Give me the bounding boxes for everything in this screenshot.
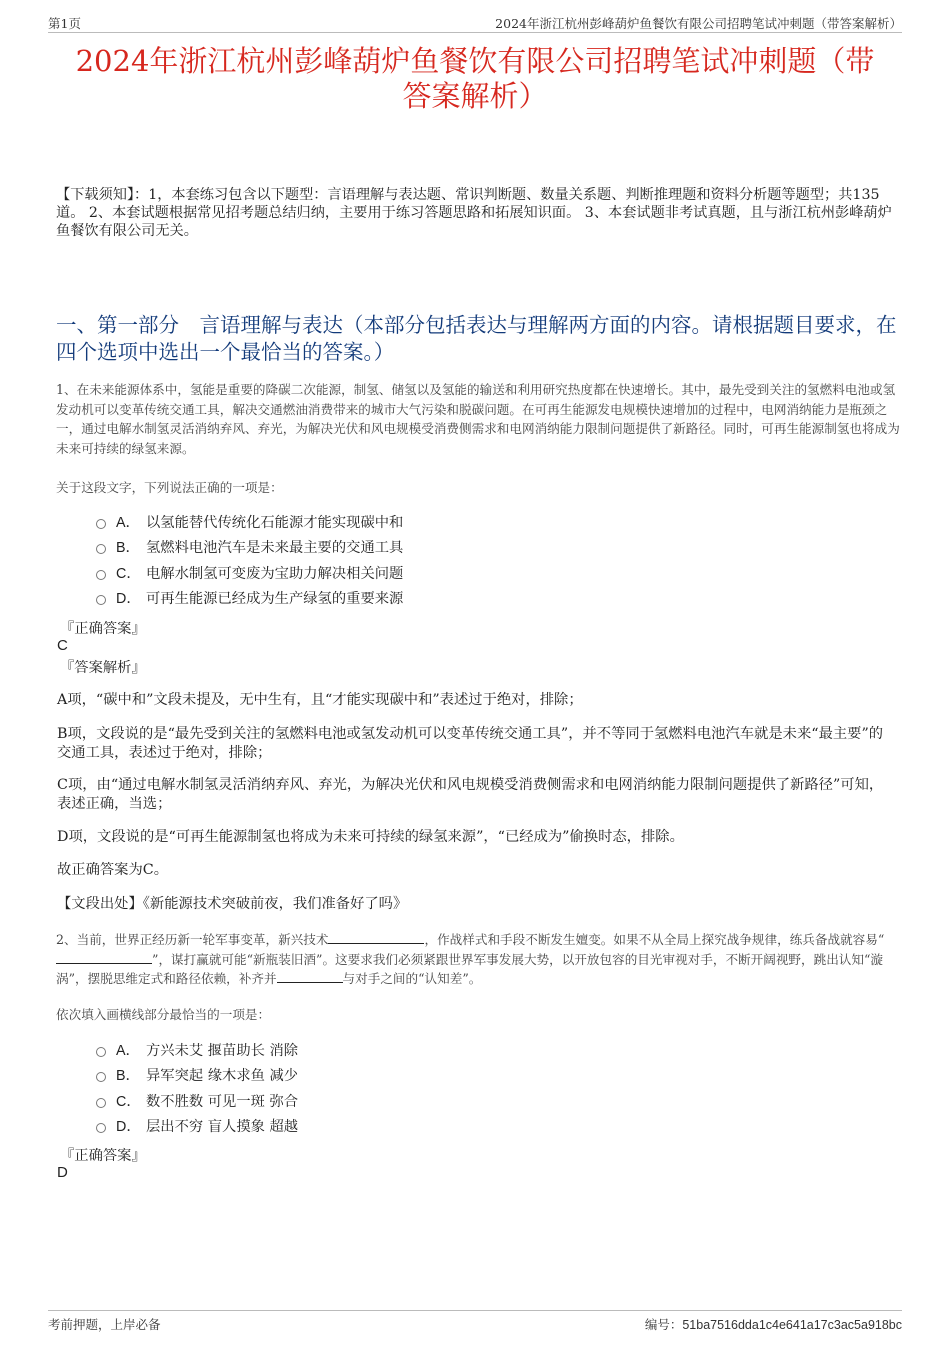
radio-icon[interactable] — [96, 519, 106, 529]
code-label: 编号： — [644, 1317, 683, 1332]
question-2-prompt: 依次填入画横线部分最恰当的一项是： — [56, 1007, 271, 1022]
title-line-2: 答案解析） — [402, 79, 548, 113]
option-letter: B． — [116, 1068, 140, 1085]
option-letter: A． — [116, 515, 140, 531]
correct-answer: C — [57, 637, 68, 654]
source-citation: 【文段出处】《新能源技术突破前夜，我们准备好了吗》 — [57, 896, 408, 912]
option-letter: C． — [116, 565, 141, 582]
option-letter: A． — [116, 1043, 140, 1059]
analysis-b: B项，文段说的是“最先受到关注的氢燃料电池或氢发动机可以变革传统交通工具”，并不等同于氢燃料电池汽车就是未来“最主要”的交通工具，表述过于绝对，排除； — [57, 726, 884, 761]
fill-blank-1 — [328, 930, 424, 944]
section-heading: 一、第一部分 言语理解与表达（本部分包括表达与理解两方面的内容。请根据题目要求，在四个选项中选出一个最恰当的答案。） — [56, 313, 897, 364]
option-letter: D． — [116, 1118, 141, 1135]
option-text: 以氢能替代传统化石能源才能实现碳中和 — [146, 515, 404, 531]
option-text: 电解水制氢可变废为宝助力解决相关问题 — [146, 565, 404, 582]
radio-icon[interactable] — [96, 544, 106, 554]
option-text: 数不胜数 可见一斑 弥合 — [146, 1093, 299, 1110]
download-notice: 【下载须知】：1，本套练习包含以下题型：言语理解与表达题、常识判断题、数量关系题、判断推理题和资料分析题等题型；共135道。 2、本套试题根据常见招考题总结归纳，主要用于练习答题思路和拓展知识面。 3、本套试题非考试真题，且与浙江杭州彭峰葫炉鱼餐饮有限公司无关。 — [56, 187, 892, 239]
question-2-text — [56, 930, 901, 989]
header-doc-title: 2024年浙江杭州彭峰葫炉鱼餐饮有限公司招聘笔试冲刺题（带答案解析） — [495, 16, 902, 31]
fill-blank-3 — [277, 969, 343, 983]
option-letter: B． — [116, 540, 140, 557]
code-value: 51ba7516dda1c4e641a17c3ac5a918bc — [682, 1318, 902, 1332]
footer-slogan: 考前押题，上岸必备 — [48, 1317, 161, 1332]
q2-text-part: 与对手之间的“认知差”。 — [342, 971, 482, 987]
question-1-prompt: 关于这段文字，下列说法正确的一项是： — [56, 480, 283, 495]
option-text: 氢燃料电池汽车是未来最主要的交通工具 — [146, 540, 404, 557]
document-title — [40, 44, 910, 114]
page-footer — [48, 1310, 902, 1332]
page-number: 第1页 — [48, 16, 81, 31]
correct-answer-label: 『正确答案』 — [60, 621, 146, 637]
option-text: 方兴未艾 揠苗助长 消除 — [146, 1043, 299, 1059]
option-letter: C． — [116, 1093, 141, 1110]
option-text: 可再生能源已经成为生产绿氢的重要来源 — [146, 590, 404, 607]
option-text: 层出不穷 盲人摸象 超越 — [146, 1118, 299, 1135]
q2-text-part: ”，谋打赢就可能“新瓶装旧酒”。这要求我们必须紧跟世界军事发展大势，以开放包容的目光审视对手，不断开阔视野，跳出认知“漩涡”，摆脱思维定式和路径依赖，补齐并 — [56, 951, 884, 987]
analysis-conclusion: 故正确答案为C。 — [57, 862, 169, 878]
analysis-c: C项，由“通过电解水制氢灵活消纳弃风、弃光，为解决光伏和风电规模受消费侧需求和电网消纳能力限制问题提供了新路径”可知，表述正确，当选； — [57, 777, 884, 812]
title-line-1: 2024年浙江杭州彭峰葫炉鱼餐饮有限公司招聘笔试冲刺题（带 — [75, 44, 875, 78]
analysis-a: A项，“碳中和”文段未提及，无中生有，且“才能实现碳中和”表述过于绝对，排除； — [57, 692, 583, 708]
radio-icon[interactable] — [96, 1047, 106, 1057]
question-1-text: 1、在未来能源体系中，氢能是重要的降碳二次能源，制氢、储氢以及氢能的输送和利用研究热度都在快速增长。其中，最先受到关注的氢燃料电池或氢发动机可以变革传统交通工具，解决交通燃油消费带来的城市大气污染和脱碳问题。在可再生能源发电规模快速增加的过程中，电网消纳能力是瓶颈之一，通过电解水制氢灵活消纳弃风、弃光，为解决光伏和风电规模受消费侧需求和电网消纳能力限制问题提供了新路径。同时，可再生能源制氢也将成为未来可持续的绿氢来源。 — [56, 382, 900, 456]
correct-answer: D — [57, 1164, 68, 1181]
fill-blank-2 — [56, 950, 152, 964]
analysis-d: D项，文段说的是“可再生能源制氢也将成为未来可持续的绿氢来源”，“已经成为”偷换时态，排除。 — [57, 829, 684, 845]
radio-icon[interactable] — [96, 1098, 106, 1108]
option-letter: D． — [116, 590, 141, 607]
radio-icon[interactable] — [96, 1123, 106, 1133]
radio-icon[interactable] — [96, 1072, 106, 1082]
correct-answer-label: 『正确答案』 — [60, 1148, 146, 1164]
analysis-label: 『答案解析』 — [60, 660, 146, 676]
footer-code — [645, 1315, 902, 1333]
radio-icon[interactable] — [96, 595, 106, 605]
q2-text-part: ，作战样式和手段不断发生嬗变。如果不从全局上探究战争规律，练兵备战就容易“ — [424, 932, 885, 947]
radio-icon[interactable] — [96, 570, 106, 580]
page-header — [48, 10, 902, 33]
q2-text-part: 2、当前，世界正经历新一轮军事变革，新兴技术 — [56, 932, 329, 947]
option-text: 异军突起 缘木求鱼 减少 — [146, 1068, 299, 1085]
